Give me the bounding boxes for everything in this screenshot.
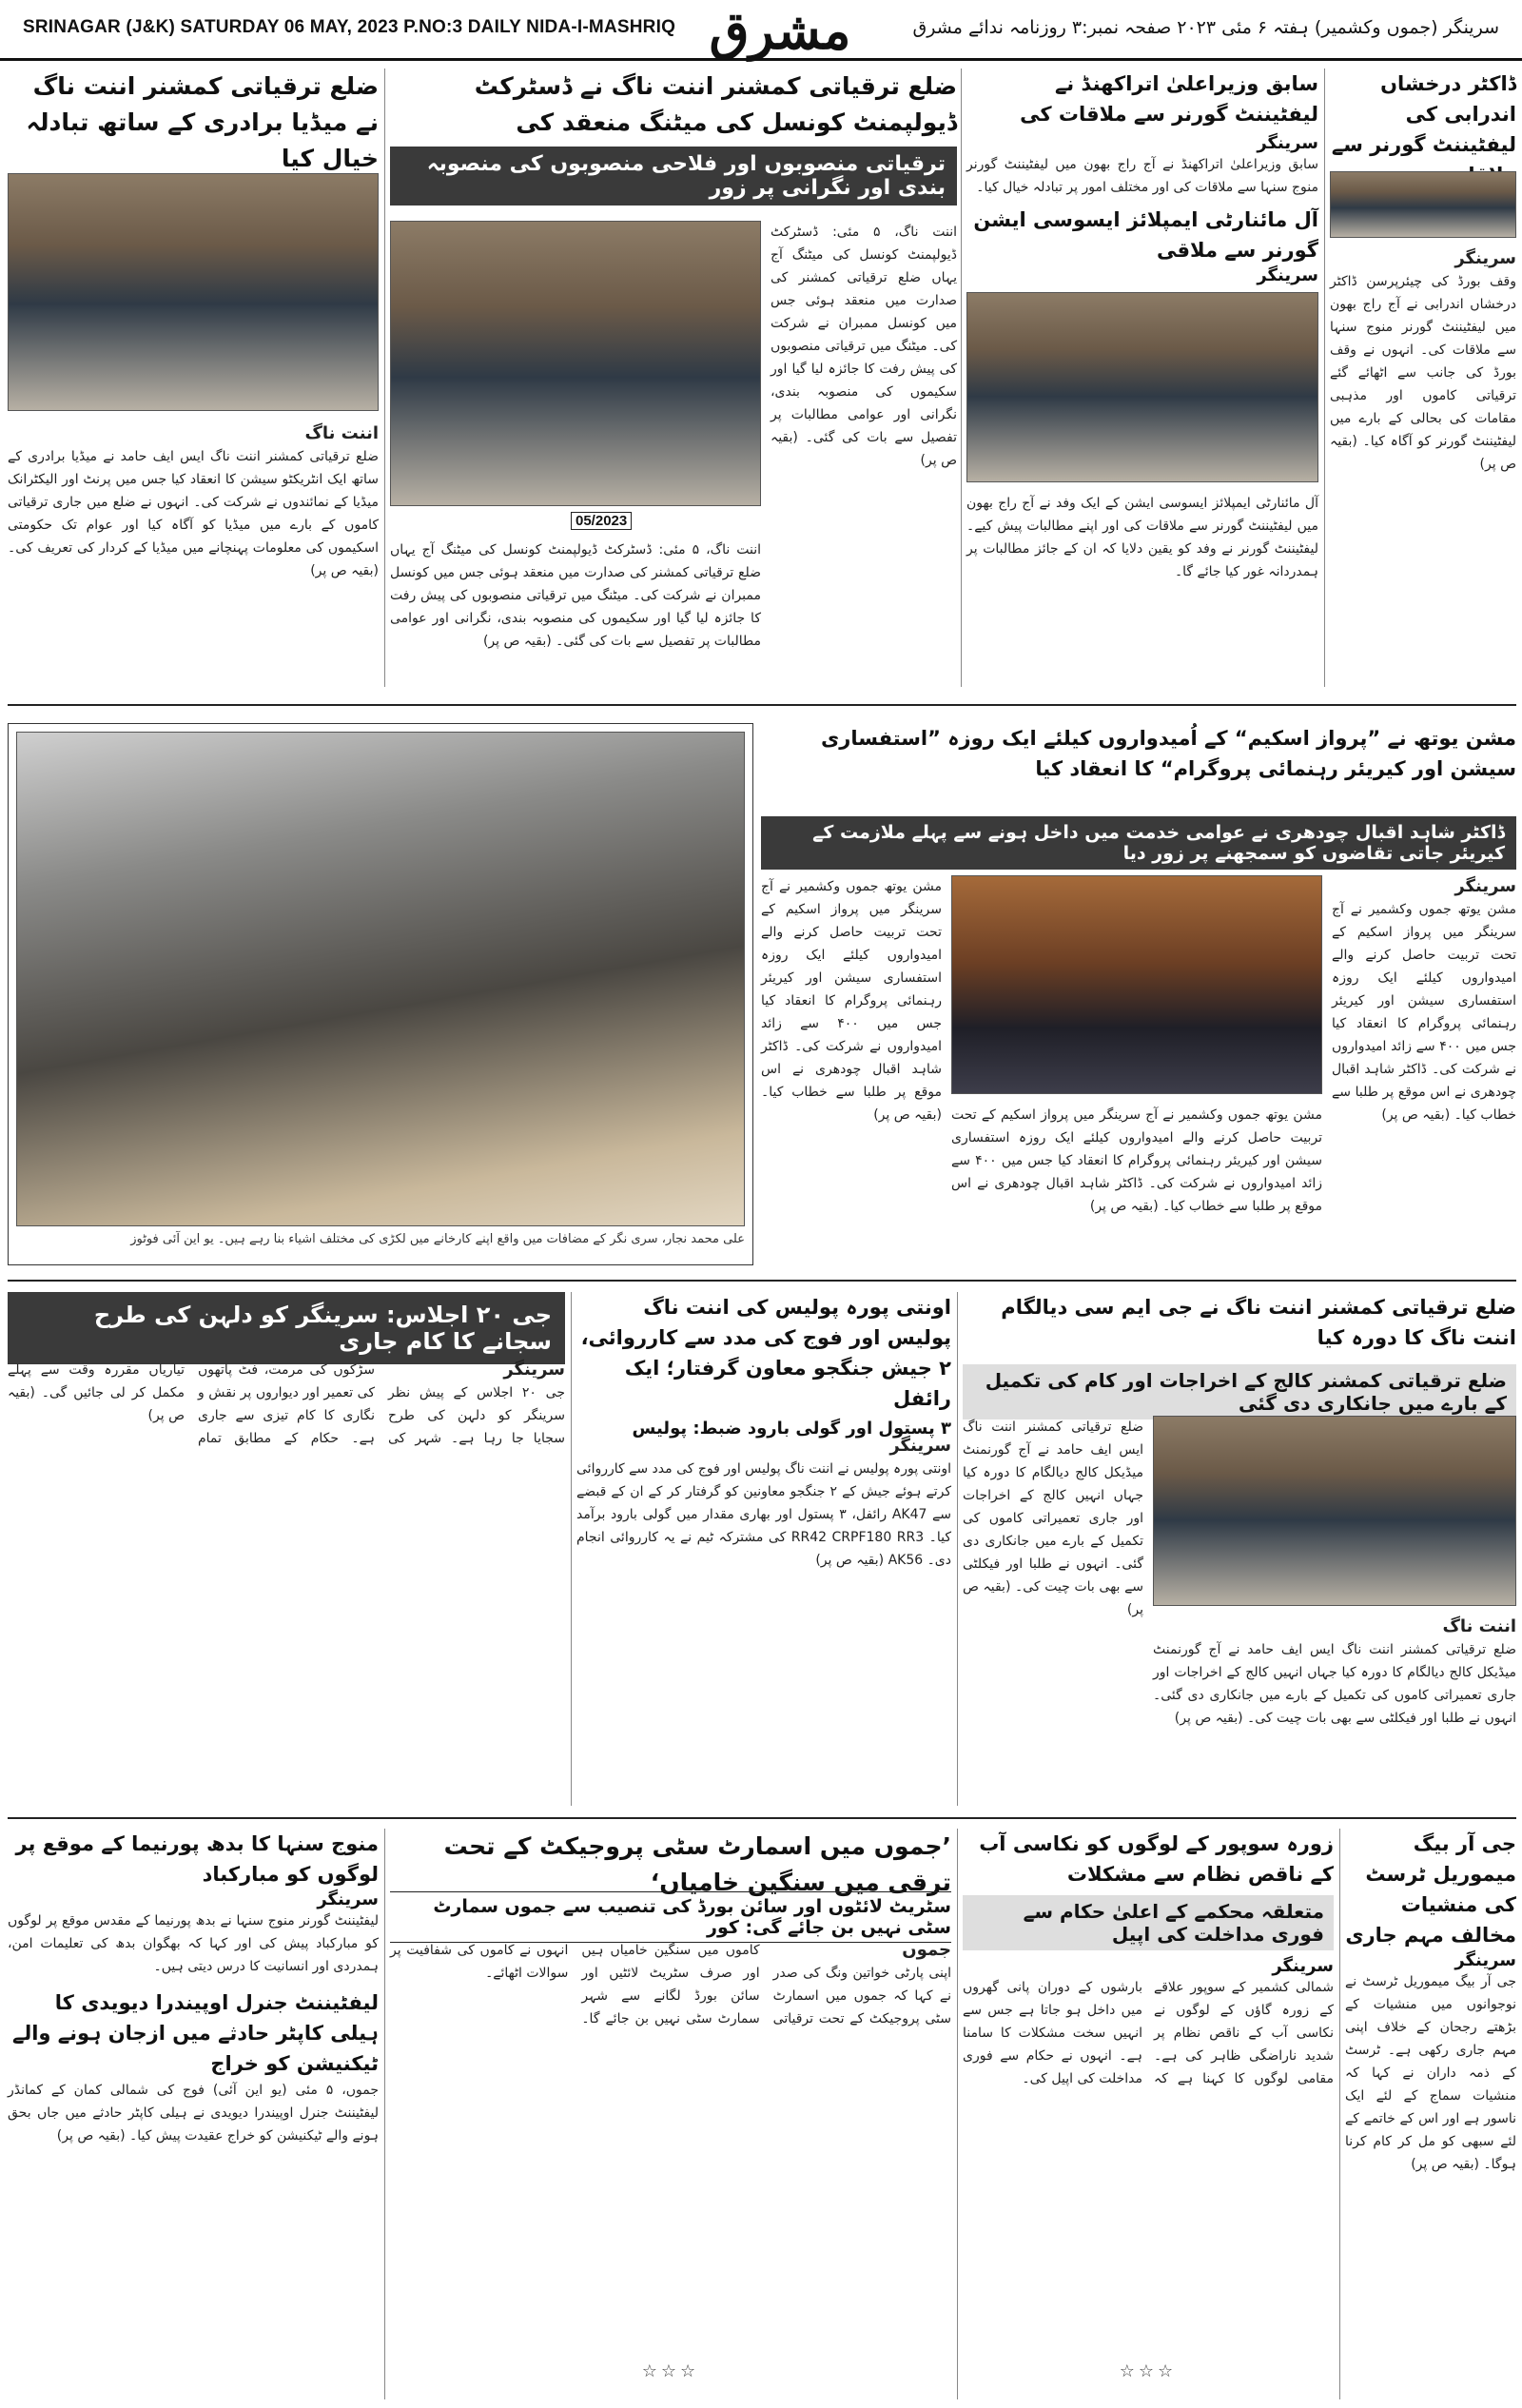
column-divider bbox=[571, 1292, 572, 1806]
story-craft-photo bbox=[8, 723, 753, 1265]
headline-band: ترقیاتی منصوبوں اور فلاحی منصوبوں کی منصوبہ بندی اور نگرانی پر زور bbox=[390, 147, 957, 206]
dateline: سرینگر bbox=[1454, 248, 1516, 268]
headline-band: ڈاکٹر شاہد اقبال چودھری نے عوامی خدمت میں داخل ہونے سے پہلے ملازمت کے کیریئر جاتی تقاضوں کو سمجھنے پر زور دیا bbox=[761, 816, 1516, 870]
body-text: شمالی کشمیر کے سوپور علاقے کے زورہ گاؤں کے لوگوں نے نکاسی آب کے ناقص نظام پر شدید ناراضگی ظاہر کی ہے۔ مقامی لوگوں کا کہنا ہے کہ بارشوں کے دوران پانی گھروں میں داخل ہو جاتا ہے جس سے انہیں سخت مشکلات کا سامنا ہے۔ انہوں نے حکام سے فوری مداخلت کی اپیل کی۔ bbox=[963, 1980, 1334, 2086]
headline: ڈاکٹر درخشاں اندرابی کی لیفٹیننٹ گورنر سے bbox=[1331, 72, 1516, 156]
story-lg-meetings bbox=[966, 69, 1318, 687]
dateline: سرینگر bbox=[1454, 876, 1516, 896]
sub-headline: آل مائنارٹی ایمپلائز ایسوسی ایشن گورنر سے ملاقی bbox=[973, 208, 1318, 262]
dateline: سرینگر bbox=[317, 1889, 379, 1909]
sub-body-text: جموں، ۵ مئی (یو این آئی) فوج کی شمالی کمان کے کمانڈر لیفٹیننٹ جنرل اوپیندرا دیویدی نے ہیلی کاپٹر حادثے میں جاں بحق ہونے والے ٹیکنیشن کو خراج عقیدت پیش کیا۔ (بقیہ ص پر) bbox=[8, 2083, 380, 2144]
headline-band: ضلع ترقیاتی کمشنر کالج کے اخراجات اور کام کی تکمیل کے بارے میں جانکاری دی گئی bbox=[963, 1364, 1516, 1419]
sub-body-text: آل مائنارٹی ایمپلائز ایسوسی ایشن کے ایک وفد نے آج راج بھون میں لیفٹیننٹ گورنر سے ملاقات کی اور اپنے مطالبات پیش کیے۔ لیفٹیننٹ گورنر نے وفد کو یقین دلایا کہ ان کے جائز مطالبات پر ہمدردانہ غور کیا جائے گا۔ bbox=[966, 496, 1318, 579]
date-badge: 05/2023 bbox=[571, 512, 632, 530]
section-rule bbox=[8, 1280, 1516, 1282]
section-rule bbox=[8, 1817, 1516, 1819]
story-trust bbox=[1345, 1829, 1516, 2399]
body-text: اپنی پارٹی خواتین ونگ کی صدر نے کہا کہ جموں میں اسمارٹ سٹی پروجیکٹ کے تحت ترقیاتی کاموں میں سنگین خامیاں ہیں اور صرف سٹریٹ لائٹیں اور سائن بورڈ لگانے سے شہر سمارٹ سٹی نہیں بن جائے گا۔ انہوں نے کاموں کی شفافیت پر سوالات اٹھائے۔ bbox=[390, 1943, 951, 2026]
body-text: وقف بورڈ کی چیئرپرسن ڈاکٹر درخشاں اندرابی نے آج راج بھون میں لیفٹیننٹ گورنر منوج سنہا سے ملاقات کی۔ انہوں نے وقف بورڈ کی جانب سے اٹھائے گئے ترقیاتی کاموں اور مذہبی مقامات کی بحالی کے بارے میں لیفٹیننٹ گورنر کو آگاہ کیا۔ (بقیہ ص پر) bbox=[1330, 274, 1516, 472]
column-divider bbox=[384, 1829, 385, 2399]
story-g20 bbox=[8, 1292, 565, 1806]
story-smart-city bbox=[390, 1829, 951, 2399]
headline: ’جموں میں اسمارٹ سٹی پروجیکٹ کے تحت ترقی میں سنگین خامیاں‘ bbox=[443, 1832, 951, 1896]
sub-headline: لیفٹیننٹ جنرل اوپیندرا دیویدی کا ہیلی کاپٹر حادثے میں ازجان ہونے والے ٹیکنیشن کو خراج bbox=[12, 1991, 379, 2075]
headline-band: متعلقہ محکمے کے اعلیٰ حکام سے فوری مداخلت کی اپیل bbox=[963, 1895, 1334, 1950]
dateline: سرینگر bbox=[1257, 133, 1318, 153]
story-media-fraternity bbox=[8, 69, 379, 687]
photo-career-program bbox=[951, 875, 1322, 1094]
masthead bbox=[0, 0, 1522, 61]
column-divider bbox=[957, 1292, 958, 1806]
body-text: جی آر بیگ میموریل ٹرسٹ نے نوجوانوں میں منشیات کے بڑھتے رجحان کے خلاف اپنی مہم جاری رکھی ہے۔ ٹرسٹ کے ذمہ داران نے کہا کہ منشیات سماج کے لئے ایک ناسور ہے اور اس کے خاتمے کے لئے سبھی کو مل کر کام کرنا ہوگا۔ (بقیہ ص پر) bbox=[1345, 1974, 1516, 2172]
photo-lg-delegation bbox=[966, 292, 1318, 482]
dateline: سرینگر bbox=[503, 1360, 565, 1380]
body-text: جی ۲۰ اجلاس کے پیش نظر سرینگر کو دلہن کی طرح سجایا جا رہا ہے۔ شہر کی سڑکوں کی مرمت، فٹ پاتھوں کی تعمیر اور دیواروں پر نقش و نگاری کا کام تیزی سے جاری ہے۔ حکام کے مطابق تمام تیاریاں مقررہ وقت سے پہلے مکمل کر لی جائیں گی۔ (بقیہ ص پر) bbox=[8, 1362, 565, 1446]
sub-headline: ۳ پستول اور گولی بارود ضبط: پولیس bbox=[632, 1419, 951, 1439]
column-divider bbox=[957, 1829, 958, 2399]
headline: ضلع ترقیاتی کمشنر اننت ناگ نے ڈسٹرکٹ ڈیولپمنٹ کونسل کی میٹنگ منعقد کی bbox=[474, 72, 957, 136]
section-rule bbox=[8, 704, 1516, 706]
photo-caption: علی محمد نجار، سری نگر کے مضافات میں واقع اپنے کارخانے میں لکڑی کی مختلف اشیاء بنا رہے ہیں۔ یو این آئی فوٹوز bbox=[130, 1232, 745, 1246]
photo-woodcraft-artisan bbox=[16, 732, 745, 1226]
dateline: سرینگر bbox=[1454, 1950, 1516, 1970]
headline: زورہ سوپور کے لوگوں کو نکاسی آب کے ناقص نظام سے مشکلات bbox=[979, 1832, 1334, 1886]
story-mission-youth bbox=[761, 723, 1516, 1265]
dateline: سرینگر bbox=[1272, 1956, 1334, 1976]
body-text: اونتی پورہ پولیس نے اننت ناگ پولیس اور فوج کی مدد سے کارروائی کرتے ہوئے جیش کے ۲ جنگجو معاونین کو گرفتار کر کے ان کے قبضے سے AK47 رائفل، ۳ پستول اور بھاری مقدار میں گولی بارود برآمد کیا۔ RR42 CRPF180 RR3 کی مشترکہ ٹیم نے یہ کارروائی انجام دی۔ AK56 (بقیہ ص پر) bbox=[576, 1461, 951, 1568]
headline: مشن یوتھ نے ”پرواز اسکیم“ کے اُمیدواروں کیلئے ایک روزہ ”استفساری سیشن اور کیریئر رہنمائی پروگرام“ کا انعقاد کیا bbox=[820, 727, 1516, 780]
headline: ضلع ترقیاتی کمشنر اننت ناگ نے میڈیا برادری کے ساتھ تبادلہ خیال کیا bbox=[26, 72, 379, 172]
headline: سابق وزیراعلیٰ اتراکھنڈ نے لیفٹیننٹ گورنر سے ملاقات کی bbox=[1020, 72, 1318, 126]
body-text: ضلع ترقیاتی کمشنر اننت ناگ ایس ایف حامد نے آج گورنمنٹ میڈیکل کالج دیالگام کا دورہ کیا جہاں انہیں کالج کے اخراجات اور جاری تعمیراتی کاموں کی تکمیل کے بارے میں جانکاری دی گئی۔ انہوں نے طلبا اور فیکلٹی سے بھی بات چیت کی۔ (بقیہ ص پر) bbox=[1153, 1642, 1516, 1726]
headline: منوج سنہا کا بدھ پورنیما کے موقع پر لوگوں کو مبارکباد bbox=[15, 1832, 379, 1886]
sub-dateline: سرینگر bbox=[1257, 265, 1318, 285]
body-text: سابق وزیراعلیٰ اتراکھنڈ نے آج راج بھون میں لیفٹیننٹ گورنر منوج سنہا سے ملاقات کی اور مختلف امور پر تبادلہ خیال کیا۔ bbox=[966, 157, 1318, 195]
column-divider bbox=[961, 69, 962, 687]
dateline: سرینگر bbox=[889, 1436, 951, 1456]
headline-strap: سٹریٹ لائٹوں اور سائن بورڈ کی تنصیب سے جموں سمارٹ سٹی نہیں بن جائے گی: کور bbox=[390, 1891, 951, 1943]
body-text-continued: مشن یوتھ جموں وکشمیر نے آج سرینگر میں پرواز اسکیم کے تحت تربیت حاصل کرنے والے امیدواروں کیلئے ایک روزہ استفساری سیشن اور کیریئر رہنمائی پروگرام کا انعقاد کیا جس میں ۴۰۰ سے زائد امیدواروں نے شرکت کی۔ ڈاکٹر شاہد اقبال چودھری نے اس موقع پر طلبا سے خطاب کیا۔ (بقیہ ص پر) bbox=[761, 879, 942, 1123]
story-awantipora bbox=[576, 1292, 951, 1806]
story-manoj-sinha bbox=[8, 1829, 379, 2399]
story-zoorah bbox=[963, 1829, 1334, 2399]
photo-media-interaction bbox=[8, 173, 379, 411]
body-text: ضلع ترقیاتی کمشنر اننت ناگ ایس ایف حامد نے میڈیا برادری کے ساتھ ایک انٹریکٹو سیشن کا انعقاد کیا جس میں پرنٹ اور الیکٹرانک میڈیا کے نمائندوں نے شرکت کی۔ انہوں نے ضلع میں جاری ترقیاتی کاموں کے بارے میں میڈیا کو آگاہ کیا اور عوام تک حکومتی اسکیموں کی معلومات پہنچانے میں میڈیا کے کردار کی تعریف کی۔ (بقیہ ص پر) bbox=[8, 449, 379, 578]
column-divider bbox=[1339, 1829, 1340, 2399]
headline: ضلع ترقیاتی کمشنر اننت ناگ نے جی ایم سی دیالگام اننت ناگ کا دورہ کیا bbox=[1001, 1296, 1516, 1349]
masthead-dateline-en: SRINAGAR (J&K) SATURDAY 06 MAY, 2023 P.NO:3 DAILY NIDA-I-MASHRIQ bbox=[23, 17, 676, 37]
body-text-continued-2: مشن یوتھ جموں وکشمیر نے آج سرینگر میں پرواز اسکیم کے تحت تربیت حاصل کرنے والے امیدواروں کیلئے ایک روزہ استفساری سیشن اور کیریئر رہنمائی پروگرام کا انعقاد کیا جس میں ۴۰۰ سے زائد امیدواروں نے شرکت کی۔ ڈاکٹر شاہد اقبال چودھری نے اس موقع پر طلبا سے خطاب کیا۔ (بقیہ ص پر) bbox=[951, 1107, 1322, 1214]
dateline: جموں bbox=[902, 1940, 951, 1960]
headline-band: جی ۲۰ اجلاس: سرینگر کو دلہن کی طرح سجانے کا کام جاری bbox=[8, 1292, 565, 1364]
photo-darakhshan-lg bbox=[1330, 171, 1516, 238]
end-stars: ☆☆☆ bbox=[641, 2361, 700, 2381]
body-text: اننت ناگ، ۵ مئی: ڈسٹرکٹ ڈیولپمنٹ کونسل کی میٹنگ آج یہاں ضلع ترقیاتی کمشنر کی صدارت میں منعقد ہوئی جس میں کونسل ممبران نے شرکت کی۔ میٹنگ میں ترقیاتی منصوبوں کی پیش رفت کا جائزہ لیا گیا اور سکیموں کی منصوبہ بندی، نگرانی اور عوامی مطالبات پر تفصیل سے بات کی گئی۔ (بقیہ ص پر) bbox=[771, 225, 957, 468]
body-text: مشن یوتھ جموں وکشمیر نے آج سرینگر میں پرواز اسکیم کے تحت تربیت حاصل کرنے والے امیدواروں کیلئے ایک روزہ استفساری سیشن اور کیریئر رہنمائی پروگرام کا انعقاد کیا جس میں ۴۰۰ سے زائد امیدواروں نے شرکت کی۔ ڈاکٹر شاہد اقبال چودھری نے اس موقع پر طلبا سے خطاب کیا۔ (بقیہ ص پر) bbox=[1332, 902, 1516, 1123]
body-text-continued: اننت ناگ، ۵ مئی: ڈسٹرکٹ ڈیولپمنٹ کونسل کی میٹنگ آج یہاں ضلع ترقیاتی کمشنر کی صدارت میں منعقد ہوئی جس میں کونسل ممبران نے شرکت کی۔ میٹنگ میں ترقیاتی منصوبوں کی پیش رفت کا جائزہ لیا گیا اور سکیموں کی منصوبہ بندی، نگرانی اور عوامی مطالبات پر تفصیل سے بات کی گئی۔ (بقیہ ص پر) bbox=[390, 542, 762, 649]
dateline: اننت ناگ bbox=[304, 423, 379, 443]
body-text: لیفٹیننٹ گورنر منوج سنہا نے بدھ پورنیما کے مقدس موقع پر لوگوں کو مبارکباد پیش کی اور کہا کہ بھگوان بدھ کی تعلیمات امن، ہمدردی اور انسانیت کا درس دیتی ہیں۔ bbox=[8, 1913, 379, 1974]
end-stars: ☆☆☆ bbox=[1119, 2361, 1178, 2381]
body-text-continued: ضلع ترقیاتی کمشنر اننت ناگ ایس ایف حامد نے آج گورنمنٹ میڈیکل کالج دیالگام کا دورہ کیا جہاں انہیں کالج کے اخراجات اور جاری تعمیراتی کاموں کی تکمیل کے بارے میں جانکاری دی گئی۔ انہوں نے طلبا اور فیکلٹی سے بھی بات چیت کی۔ (بقیہ ص پر) bbox=[963, 1419, 1143, 1617]
column-divider bbox=[1324, 69, 1325, 687]
newspaper-logo: مشرق bbox=[709, 0, 851, 61]
story-darakhshan bbox=[1330, 69, 1516, 687]
headline: جی آر بیگ میموریل ٹرسٹ کی منشیات مخالف مہم جاری bbox=[1345, 1832, 1516, 1947]
photo-ddc-meeting bbox=[390, 221, 761, 506]
dateline: اننت ناگ bbox=[1442, 1616, 1516, 1636]
photo-gmc-visit bbox=[1153, 1416, 1516, 1606]
story-gmc-visit bbox=[963, 1292, 1516, 1806]
headline: اونتی پورہ پولیس کی اننت ناگ پولیس اور فوج کی مدد سے کارروائی، ۲ جیش جنگجو معاون گرفتار؛ ایک رائفل bbox=[580, 1296, 951, 1410]
masthead-dateline-ur: سرینگر (جموں وکشمیر) ہفتہ ۶ مئی ۲۰۲۳ صفحہ نمبر:۳ روزنامہ ندائے مشرق bbox=[912, 17, 1499, 38]
column-divider bbox=[384, 69, 385, 687]
story-ddc-meeting bbox=[390, 69, 957, 687]
